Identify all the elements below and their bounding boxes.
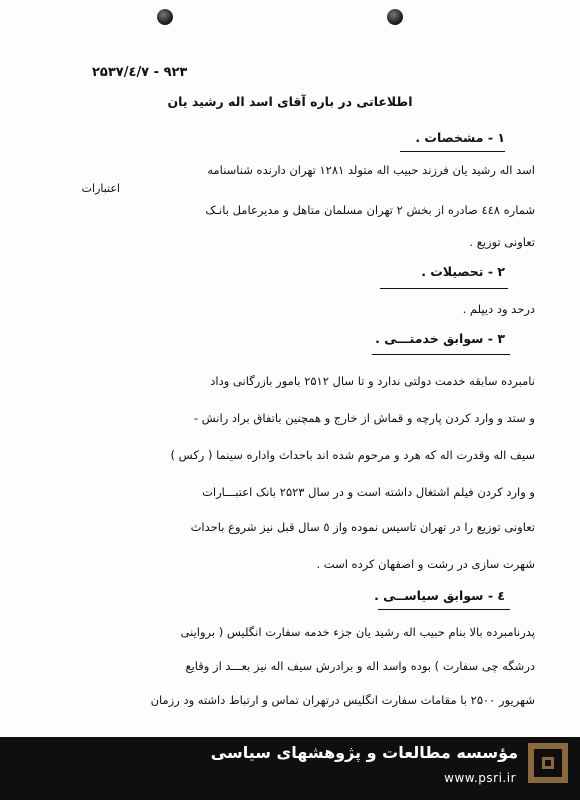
section-3-line-6: شهرت سازی در رشت و اصفهان کرده است . bbox=[316, 557, 535, 571]
section-4-line-1: پدرنامبرده بالا بنام حبیب اله رشید یان جزء خدمه سفارت انگلیس ( برواینی bbox=[180, 625, 535, 639]
section-2-underline bbox=[380, 288, 508, 289]
psri-logo-glyph bbox=[528, 743, 568, 783]
section-1-line-4: تعاونی توزیع . bbox=[469, 235, 535, 249]
section-3-line-3: سیف اله وقدرت اله که هرد و مرحوم شده اند باحداث واداره سینما ( رکس ) bbox=[170, 448, 535, 462]
document-reference-number: ۲۵۳۷/٤/۷ - ۹۲۳ bbox=[92, 65, 188, 80]
section-3-line-1: نامبرده سابقه خدمت دولتی ندارد و تا سال ۲۵۱۲ بامور بازرگانی وداد bbox=[210, 374, 535, 388]
section-3-line-2: و ستد و وارد کردن پارچه و قماش از خارج و همچنین باتفاق براد رانش - bbox=[193, 411, 535, 425]
punch-hole-right bbox=[387, 9, 403, 25]
section-1-line-3: شماره ٤٤۸ صادره از بخش ۲ تهران مسلمان متاهل و مدیرعامل بانـک bbox=[205, 203, 535, 217]
section-4-line-2: درشگه چی سفارت ) بوده واسد اله و برادرش سیف اله نیز بعـــد از وقایع bbox=[185, 659, 535, 673]
section-4-line-3: شهریور ۲۵۰۰ با مقامات سفارت انگلیس درتهران تماس و ارتباط داشته ود رزمان bbox=[150, 693, 535, 707]
section-3-line-5: تعاونی توزیع را در تهران تاسیس نموده واز ٥ سال قبل نیز شروع باحداث bbox=[190, 520, 535, 534]
section-3-heading: ۳ - سوابق خدمتـــی . bbox=[375, 331, 505, 346]
psri-logo-icon bbox=[528, 743, 568, 783]
document-title: اطلاعاتی در باره آقای اسد اله رشید یان bbox=[167, 94, 413, 109]
section-3-underline bbox=[372, 354, 510, 355]
section-1-line-1: اسد اله رشید یان فرزند حبیب اله متولد ۱۲۸۱ تهران دارنده شناسنامه bbox=[207, 163, 535, 177]
section-3-line-4: و وارد کردن فیلم اشتغال داشته است و در سال ۲۵۲۳ بانک اعتبـــارات bbox=[202, 485, 535, 499]
section-1-underline bbox=[400, 151, 505, 152]
section-2-heading: ۲ - تحصیلات . bbox=[421, 264, 505, 279]
institute-name: مؤسسه مطالعات و پژوهشهای سیاسی bbox=[210, 743, 518, 762]
institute-footer bbox=[0, 737, 580, 800]
section-4-heading: ٤ - سوابق سیاســی . bbox=[374, 588, 505, 603]
punch-hole-left bbox=[157, 9, 173, 25]
section-1-line-2: اعتبارات bbox=[81, 182, 120, 195]
section-1-heading: ۱ - مشخصات . bbox=[415, 130, 505, 145]
section-2-line-1: درحد ود دیپلم . bbox=[462, 302, 535, 316]
section-4-underline bbox=[378, 609, 510, 610]
institute-website[interactable]: www.psri.ir bbox=[444, 771, 516, 785]
